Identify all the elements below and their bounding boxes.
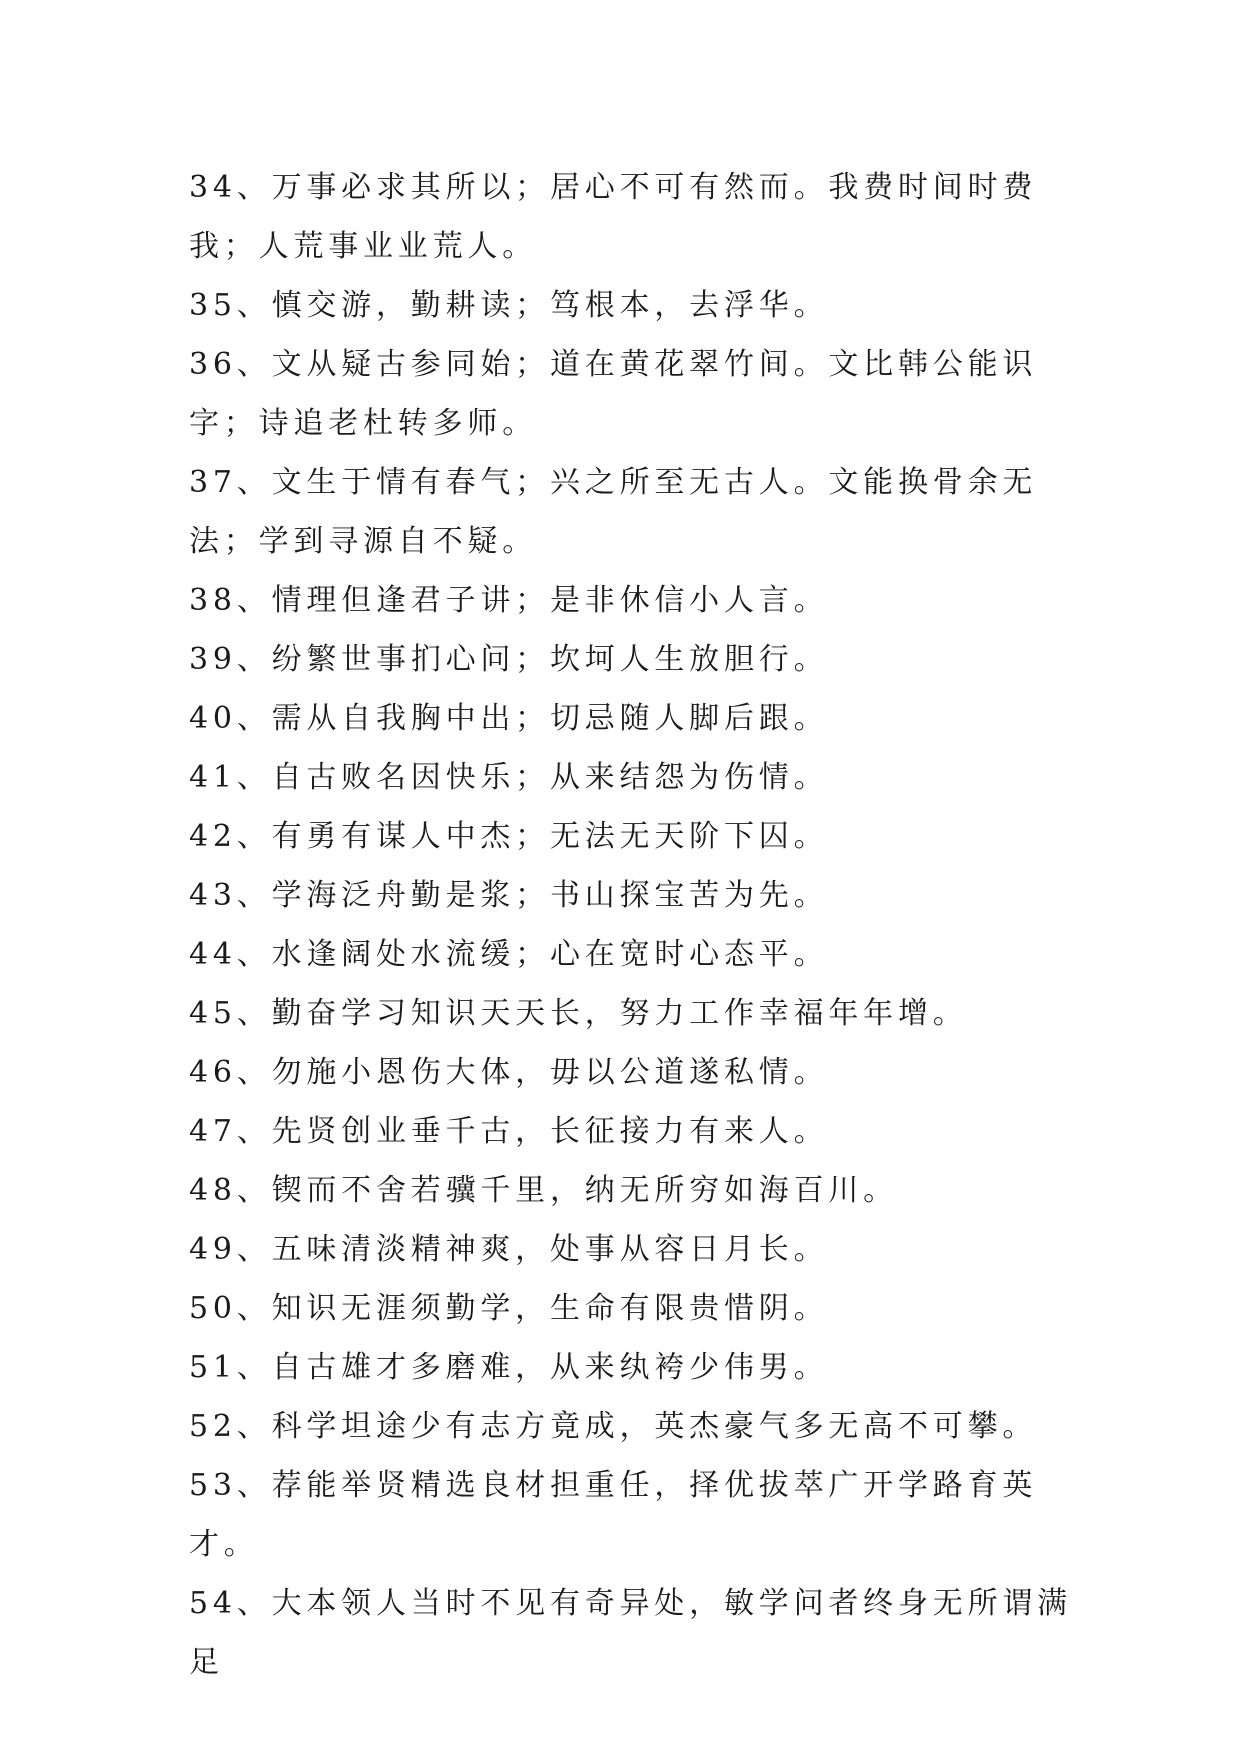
paragraph-49: 49、五味清淡精神爽，处事从容日月长。 [189, 1232, 829, 1267]
paragraph-39: 39、纷繁世事扪心问；坎坷人生放胆行。 [189, 642, 829, 677]
paragraph-52: 52、科学坦途少有志方竟成，英杰豪气多无高不可攀。 [189, 1409, 1038, 1444]
paragraph-35: 35、慎交游，勤耕读；笃根本，去浮华。 [189, 288, 829, 323]
paragraph-48: 48、锲而不舍若骥千里，纳无所穷如海百川。 [189, 1173, 898, 1208]
document-body [189, 158, 1089, 1692]
paragraph-40: 40、需从自我胸中出；切忌随人脚后跟。 [189, 701, 829, 736]
paragraph-54: 54、大本领人当时不见有奇异处，敏学问者终身无所谓满足 [189, 1586, 1072, 1680]
paragraph-34: 34、万事必求其所以；居心不可有然而。我费时间时费我；人荒事业业荒人。 [189, 170, 1038, 264]
paragraph-37: 37、文生于情有春气；兴之所至无古人。文能换骨余无法；学到寻源自不疑。 [189, 465, 1038, 559]
paragraph-51: 51、自古雄才多磨难，从来纨袴少伟男。 [189, 1350, 829, 1385]
paragraph-47: 47、先贤创业垂千古，长征接力有来人。 [189, 1114, 829, 1149]
paragraph-36: 36、文从疑古参同始；道在黄花翠竹间。文比韩公能识字；诗追老杜转多师。 [189, 347, 1038, 441]
paragraph-44: 44、水逢阔处水流缓；心在宽时心态平。 [189, 937, 829, 972]
paragraph-42: 42、有勇有谋人中杰；无法无天阶下囚。 [189, 819, 829, 854]
paragraph-46: 46、勿施小恩伤大体，毋以公道遂私情。 [189, 1055, 829, 1090]
paragraph-50: 50、知识无涯须勤学，生命有限贵惜阴。 [189, 1291, 829, 1326]
paragraph-43: 43、学海泛舟勤是浆；书山探宝苦为先。 [189, 878, 829, 913]
paragraph-41: 41、自古败名因快乐；从来结怨为伤情。 [189, 760, 829, 795]
paragraph-53: 53、荐能举贤精选良材担重任，择优拔萃广开学路育英才。 [189, 1468, 1038, 1562]
paragraph-45: 45、勤奋学习知识天天长，努力工作幸福年年增。 [189, 996, 968, 1031]
paragraph-38: 38、情理但逢君子讲；是非休信小人言。 [189, 583, 829, 618]
